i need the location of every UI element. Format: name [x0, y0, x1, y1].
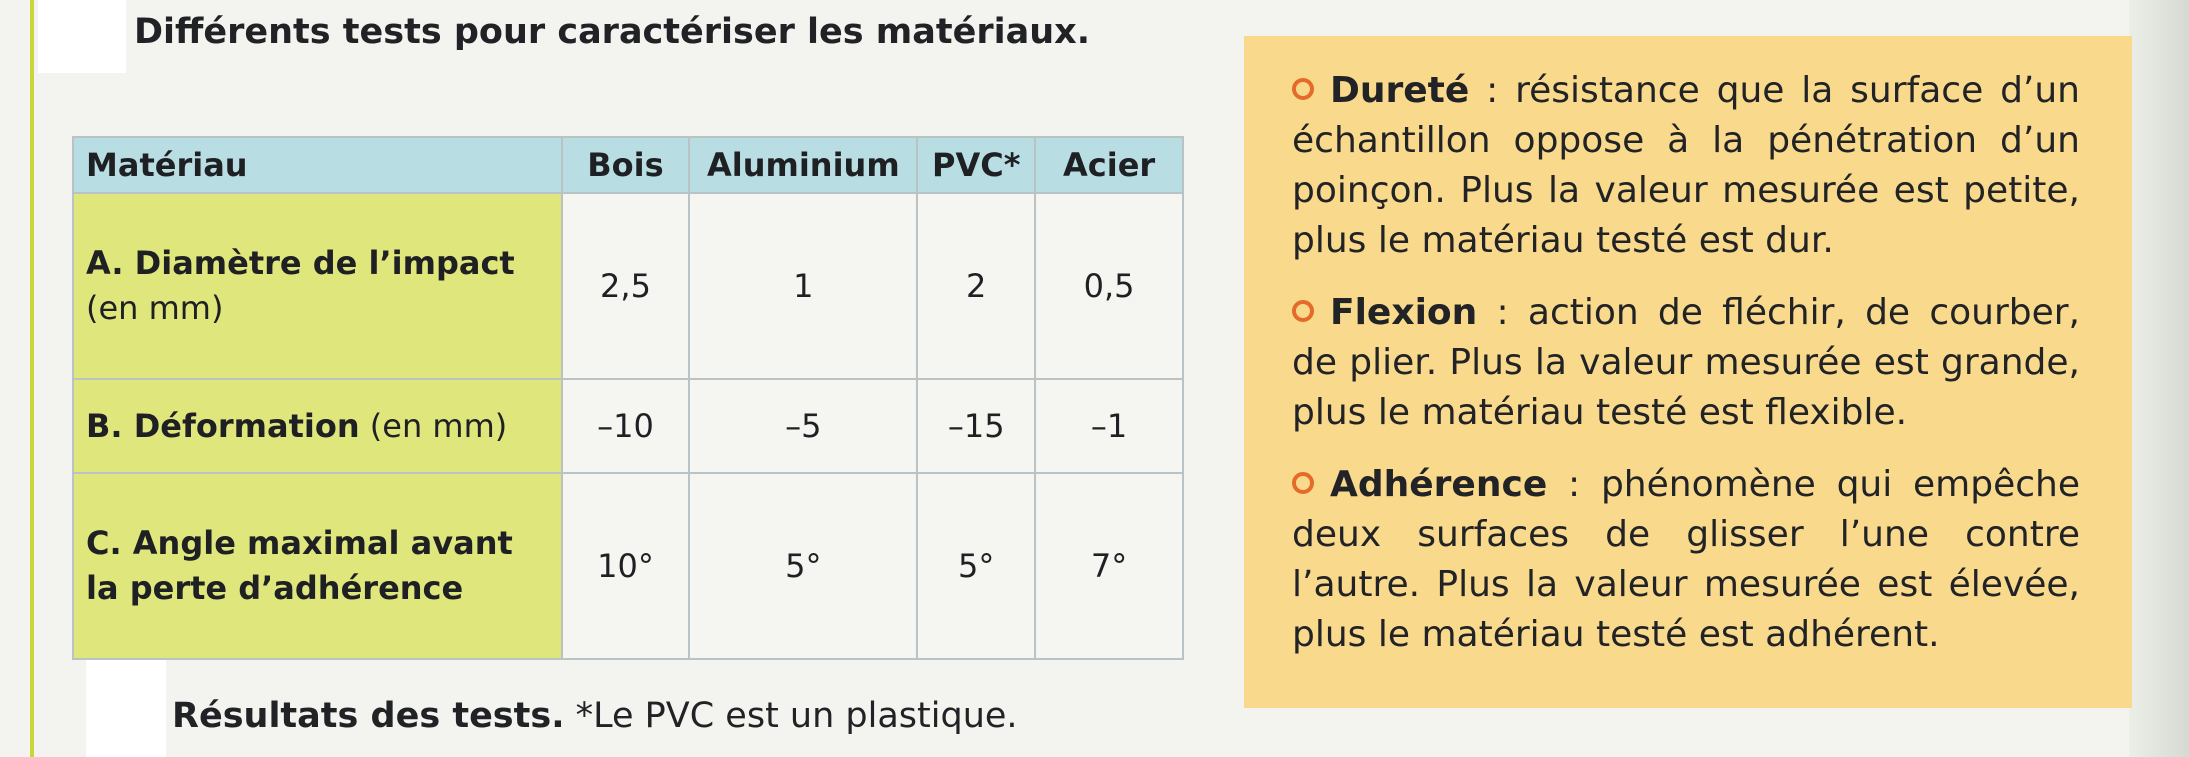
table-caption [172, 696, 1018, 736]
definition-term: Flexion [1330, 292, 1478, 333]
table-cell: –5 [689, 379, 917, 474]
row-label-unit: (en mm) [369, 406, 508, 445]
table-cell: 2,5 [562, 193, 690, 379]
row-label-impact-diameter [73, 193, 562, 379]
table-cell: –15 [917, 379, 1035, 474]
figure-title: Différents tests pour caractériser les matériaux. [134, 12, 1091, 52]
table-cell: 1 [689, 193, 917, 379]
definition-flexion [1292, 288, 2080, 438]
definitions-box [1244, 36, 2132, 708]
column-header-material: Matériau [73, 137, 562, 193]
table-cell: 7° [1035, 473, 1183, 659]
definition-hardness [1292, 66, 2080, 266]
column-header-pvc: PVC* [917, 137, 1035, 193]
column-header-aluminium: Aluminium [689, 137, 917, 193]
table-cell: 2 [917, 193, 1035, 379]
page-margin-rule [30, 0, 34, 757]
column-header-steel: Acier [1035, 137, 1183, 193]
table-header-row [73, 137, 1183, 193]
definition-term: Adhérence [1330, 464, 1548, 505]
bullet-circle-icon [1292, 300, 1314, 322]
results-table [72, 136, 1184, 660]
definition-text: : action de fléchir, de courber, de plier. Plus la valeur mesurée est grande, plus le matériau testé est flexible. [1292, 292, 2080, 433]
caption-note: *Le PVC est un plastique. [564, 696, 1018, 736]
definition-text: : phénomène qui empêche deux surfaces de glisser l’une contre l’autre. Plus la valeur mesurée est élevée, plus le matériau testé est adhérent. [1292, 464, 2080, 655]
table-cell: 5° [917, 473, 1035, 659]
definition-adhesion [1292, 460, 2080, 660]
caption-bold: Résultats des tests. [172, 696, 565, 736]
row-label-deformation [73, 379, 562, 474]
table-cell: 10° [562, 473, 690, 659]
row-label-bold: B. Déformation [86, 406, 360, 445]
row-label-unit: (en mm) [86, 288, 224, 327]
table-row [73, 379, 1183, 474]
figure-number-mask [38, 0, 126, 73]
table-cell: 0,5 [1035, 193, 1183, 379]
table-row [73, 193, 1183, 379]
table-row [73, 473, 1183, 659]
row-label-bold: C. Angle maximal avant la perte d’adhérence [86, 524, 513, 608]
row-label-bold: A. Diamètre de l’impact [86, 243, 515, 282]
row-label-max-angle [73, 473, 562, 659]
table-cell: 5° [689, 473, 917, 659]
column-header-wood: Bois [562, 137, 690, 193]
definition-text: : résistance que la surface d’un échantillon oppose à la pénétration d’un poinçon. Plus la valeur mesurée est petite, plus le matériau testé est dur. [1292, 70, 2080, 261]
table-cell: –1 [1035, 379, 1183, 474]
table-cell: –10 [562, 379, 690, 474]
definition-term: Dureté [1330, 70, 1470, 111]
bullet-circle-icon [1292, 78, 1314, 100]
page-edge-shadow [2129, 0, 2189, 757]
bullet-circle-icon [1292, 472, 1314, 494]
